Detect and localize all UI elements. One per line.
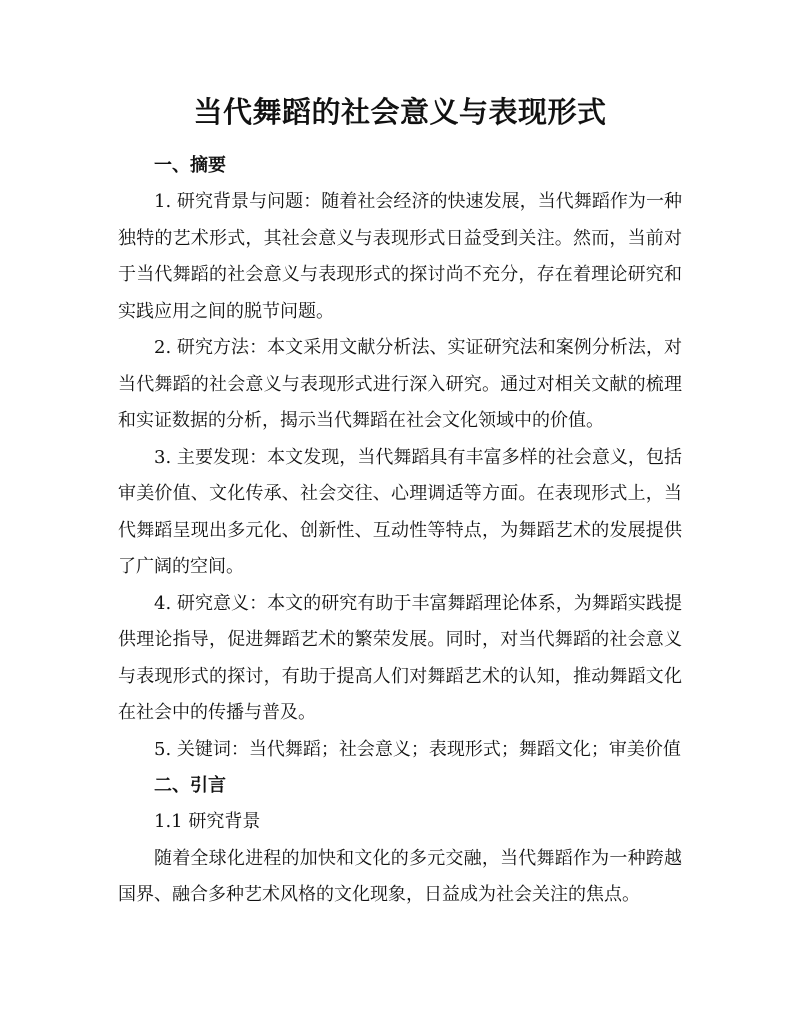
abstract-paragraph-3: 3. 主要发现：本文发现，当代舞蹈具有丰富多样的社会意义，包括审美价值、文化传承、社会交往、心理调适等方面。在表现形式上，当代舞蹈呈现出多元化、创新性、互动性等特点，为舞蹈艺术的发展提供了广阔的空间。 [118,446,682,577]
section-heading-abstract: 一、摘要 [154,155,226,176]
abstract-paragraph-1: 1. 研究背景与问题：随着社会经济的快速发展，当代舞蹈作为一种独特的艺术形式，其社会意义与表现形式日益受到关注。然而，当前对于当代舞蹈的社会意义与表现形式的探讨尚不充分，存在着理论研究和实践应用之间的脱节问题。 [118,191,682,322]
abstract-keywords: 5. 关键词：当代舞蹈；社会意义；表现形式；舞蹈文化；审美价值 [154,738,681,760]
subsection-heading-background: 1.1 研究背景 [154,811,261,832]
introduction-paragraph-1: 随着全球化进程的加快和文化的多元交融，当代舞蹈作为一种跨越国界、融合多种艺术风格的文化现象，日益成为社会关注的焦点。 [118,847,682,905]
abstract-paragraph-4: 4. 研究意义：本文的研究有助于丰富舞蹈理论体系，为舞蹈实践提供理论指导，促进舞蹈艺术的繁荣发展。同时，对当代舞蹈的社会意义与表现形式的探讨，有助于提高人们对舞蹈艺术的认知，推动舞蹈文化在社会中的传播与普及。 [118,592,682,723]
section-heading-introduction: 二、引言 [154,775,226,796]
abstract-paragraph-2: 2. 研究方法：本文采用文献分析法、实证研究法和案例分析法，对当代舞蹈的社会意义与表现形式进行深入研究。通过对相关文献的梳理和实证数据的分析，揭示当代舞蹈在社会文化领域中的价值。 [118,337,682,431]
document-title: 当代舞蹈的社会意义与表现形式 [193,95,607,129]
